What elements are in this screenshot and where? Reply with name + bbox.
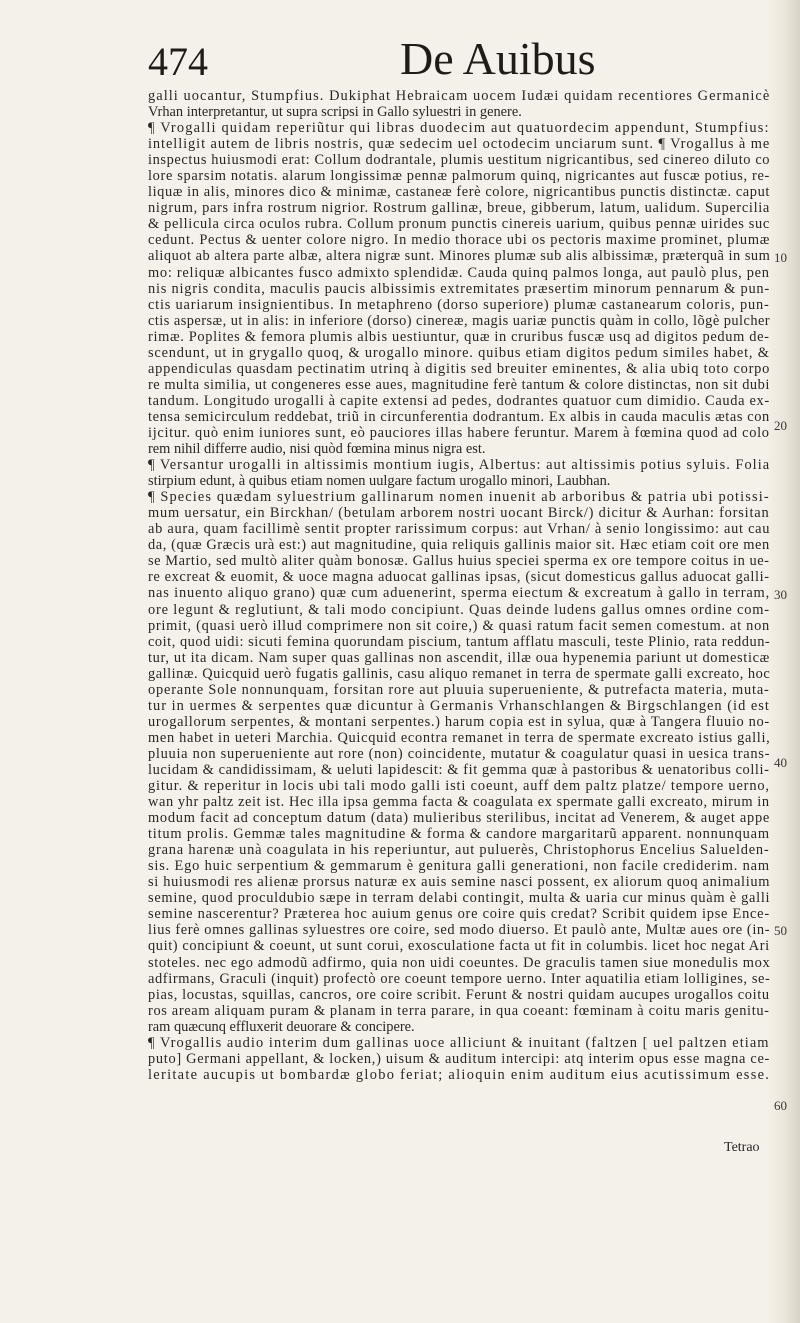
text-line: nigrum, pars infra rostrum nigrior. Rostrum gallinæ, breue, gibberum, latum, ualidum. Supercilia [148,200,770,217]
text-line: men habet in ueteri Marchia. Quicquid econtra remanet in terra de spermate excreato istius galli, [148,729,770,746]
text-line: ram quæcunq effluxerit deuorare & concipere. [148,1018,415,1035]
text-line: cedunt. Pectus & uenter colore nigro. In medio thorace ubi os pectoris maxime prominet, plumæ [148,232,770,249]
text-line: operante Sole nonnunquam, forsitan rore aut pluuia superueniente, & putrefacta materia, muta- [148,681,770,698]
margin-number: 50 [774,923,787,938]
catchword: Tetrao [724,1140,760,1155]
text-line: rem nihil differre audio, nisi quòd fœmina minus nigra est. [148,441,486,458]
page-number: 474 [148,39,208,84]
text-line: re excreat & euomit, & uoce magna aduocat gallinas ipsas, (sicut domesticus gallus aduocat galli- [148,569,770,586]
text-line: urogallorum serpentes, & montani serpentes.) harum copia est in sylua, quæ à Tangera fluuio no- [148,713,770,730]
text-line: tensa semicirculum reddebat, triũ in circunferentia dodrantum. Ex albis in cauda maculis ætas con [148,408,770,425]
text-line: ¶ Versantur urogalli in altissimis montium iugis, Albertus: aut altissimis potius syluis. Folia [148,457,770,474]
main-text [148,88,770,1083]
text-line: lucidam & candidissimam, & ueluti lapidescit: & fit gemma quæ à pastoribus & uenatoribus colli- [148,761,770,778]
text-line: appendiculas quasdam pectinatim utrinq à digitis sed breuiter eminentes, & alia ubiq toto corpo [148,360,770,377]
text-line: & pellicula circa oculos rubra. Collum pronum punctis cinereis uarium, quibus pennæ uirides suc [148,216,770,233]
text-line: ore legunt & reglutiunt, & tali modo concipiunt. Quas deinde ludens gallus omnes ordine com- [148,601,770,618]
text-line: tandum. Longitudo urogalli à capite extensi ad pedes, dodrantes quatuor cum dimidio. Cauda ex- [148,392,770,409]
text-line: inspectus huiusmodi erat: Collum dodrantale, plumis uestitum nigricantibus, sed cinereo diluto co [148,152,770,169]
text-line: gitur. & reperitur in locis ubi tali modo galli isti coeunt, auff dem paltz platze/ tempore uerno, [148,778,770,795]
margin-number: 60 [774,1098,787,1113]
margin-number: 20 [774,418,787,433]
text-line: puto] Germani appellant, & locken,) uisum & auditum intercipi: atq interim opus esse magna ce- [148,1050,770,1067]
text-line: da, (quæ Græcis urà est:) aut magnitudine, quia reliquis gallinis maior sit. Hæc etiam coit ore men [148,537,770,554]
page-header [0,32,800,88]
text-line: rimæ. Poplites & femora plumis albis uestiuntur, quæ in cruribus fuscæ usq ad digitos pedum de- [148,328,770,345]
margin-number: 40 [774,755,787,770]
text-line: ¶ Vrogalli quidam reperiũtur qui libras duodecim aut quatuordecim appendunt, Stumpfius: [148,120,770,137]
text-line: nis nigris condita, maculis paucis albissimis extremitates præsertim minorum pennarum & pun- [148,280,770,297]
text-line: liquæ in alis, minores dico & minimæ, castaneæ ferè colore, nigricantibus punctis distinctæ. caput [148,184,770,201]
text-line: ros aream aliquam puram & planam in terra parare, in qua coeant: fœminam à coitu maris genitu- [148,1002,770,1019]
text-line: re multa similia, ut congeneres esse aues, magnitudine ferè tantum & colore distinctas, non sit dubi [148,376,770,393]
text-line: pias, locustas, squillas, cancros, ore coire scribit. Ferunt & nostri quidam aucupes urogallos coitu [148,986,770,1003]
text-line: stoteles. nec ego admodũ adfirmo, quia non uidi coeuntes. De graculis tamen siue monedulis mox [148,954,770,971]
text-line: intelligit autem de libris nostris, quæ sedecim uel octodecim unciarum sunt. ¶ Vrogallus à me [148,136,770,153]
text-line: mum uersatur, ein Birckhan/ (betulam arborem nostri uocant Birck/) dicitur & Aurhan: forsitan [148,505,770,522]
text-line: tur, ut ita dicam. Nam super quas gallinas non ascendit, illæ oua hypenemia pariunt ut domesticæ [148,649,770,666]
text-line: gallinæ. Quicquid uerò fugatis gallinis, casu aliquo remanet in terra de spermate galli excreato, hoc [148,665,770,682]
text-line: scendunt, ut in grygallo quoq, & urogallo minore. quibus etiam digitos pedum similes habet, & [148,344,770,361]
text-line: semine, quod proculdubio sæpe in terram delabi contingit, multa & uaria cur minus quàm è galli [148,890,770,907]
text-line: mo: reliquæ albicantes fusco admixto splendidæ. Cauda quinq palmos longa, aut paulò plus, pen [148,264,770,281]
margin-line-numbers [770,0,800,1323]
text-line: galli uocantur, Stumpfius. Dukiphat Hebraicam uocem Iudæi quidam recentiores Germanicè [148,88,770,104]
margin-number: 30 [774,587,787,602]
text-line: semine nascerentur? Præterea hoc auium genus ore coire quis credat? Scribit quidem ipse Ence- [148,906,770,923]
text-line: titum prolis. Gemmæ tales magnitudine & forma & candore margaritarũ apparent. nonnunquam [148,826,770,843]
text-line: wan yhr paltz zeit ist. Hec illa ipsa gemma facta & coagulata ex spermate galli excreato, mirum in [148,794,770,811]
text-line: se Martio, sed multò aliter quàm bonosæ. Gallus huius speciei sperma ex ore tempore coitus in ue- [148,553,770,570]
text-line: Vrhan interpretantur, ut supra scripsi in Gallo syluestri in genere. [148,104,522,121]
text-line: tur in uermes & serpentes quæ dicuntur à Germanis Vrhanschlangen & Birgschlangen (id est [148,697,770,714]
text-line: si huiusmodi res alienæ prorsus naturæ ex auis semine nasci possent, ex aliorum quoq animalium [148,874,770,891]
running-head: De Auibus [400,33,596,84]
text-line: modum facit ad conceptum datum (data) mulieribus sterilibus, incitat ad Venerem, & auget appe [148,810,770,827]
text-line: sis. Ego huic serpentium & gemmarum è genitura galli generationi, non facile crediderim. nam [148,858,770,875]
text-line: ¶ Vrogallis audio interim dum gallinas uoce alliciunt & inuitant (faltzen [ uel paltzen etiam [148,1034,770,1051]
text-line: aliquot ab altera parte albæ, altera nigræ sunt. Minores plumæ sub alis albissimæ, præterquã in sum [148,248,770,265]
text-line: lius ferè omnes gallinas syluestres ore coire, sed modo diuerso. Et paulò ante, Multæ aues ore (in- [148,922,770,939]
text-line: primit, (quasi uerò illud comprimere non sit coire,) & quasi ratum facit semen comestum. at non [148,617,770,634]
text-line: ijcitur. quò enim iuniores sunt, eò pauciores illas habere feruntur. Marem à fœmina quod ad colo [148,424,770,441]
text-line: lore sparsim notatis. alarum longissimæ pennæ palmorum quinq, nigricantes aut fuscæ potius, re- [148,168,770,185]
text-line: ctis uariarum insignientibus. In metaphreno (dorso superiore) plumæ castanearum coloris, pun- [148,296,770,313]
text-line: stirpium edunt, à quibus etiam nomen uulgare factum urogallo minori, Laubhan. [148,473,611,490]
text-line: ab aura, quam facillimè sentit propter rarissimum corpus: aut Vrhan/ à senio longissimo: aut cau [148,521,770,538]
text-line: quit) concipiunt & coeunt, ut sunt corui, exosculatione facta ut fit in columbis. licet hoc negat Ari [148,938,770,955]
text-line: adfirmans, Graculi (inquit) profectò ore coeunt tempore uerno. Inter aquatilia etiam lolligines, se- [148,970,770,987]
text-line: leritate aucupis ut bombardæ globo feriat; alioquin enim auditum eius acutissimum esse. [148,1066,770,1083]
text-line: pluuia non superueniente aut rore (non) coincidente, mutatur & coagulatur quasi in uesica trans- [148,745,770,762]
text-line: ¶ Species quædam syluestrium gallinarum nomen inuenit ab arboribus & patria ubi potissi- [148,489,770,506]
margin-number: 10 [774,250,787,265]
text-line: ctis aspersæ, ut in alis: in inferiore (dorso) cinereæ, magis uariæ punctis quàm in collo, lõgè pulcher [148,312,770,329]
text-line: grana harenæ unà coagulata in his reperiuntur, aut puluerès, Christophorus Encelius Saluelden- [148,842,770,859]
text-line: nas inuento aliquo grano) quæ cum aduenerint, sperma eiectum & excreatum à gallo in terram, [148,585,770,602]
text-line: coit, quod uidi: sicuti femina quorundam piscium, tantum afflatu masculi, teste Plinio, rata reddun- [148,633,770,650]
